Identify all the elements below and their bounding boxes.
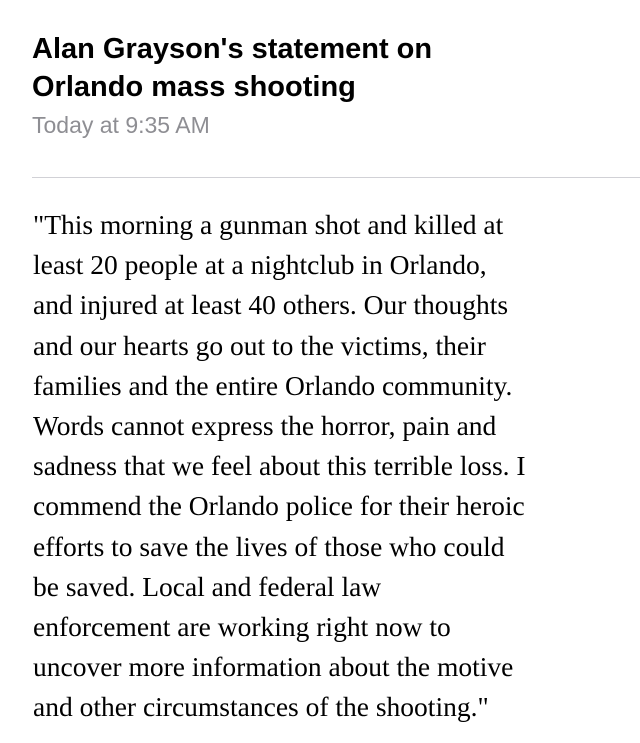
body-line: and other circumstances of the shooting." (33, 691, 489, 723)
body-line: sadness that we feel about this terrible loss. I (33, 450, 526, 482)
message-subject (32, 30, 622, 106)
message-body (33, 205, 633, 728)
body-line: commend the Orlando police for their heroic (33, 490, 525, 522)
body-line: efforts to save the lives of those who could (33, 530, 505, 562)
body-line: enforcement are working right now to (33, 611, 451, 643)
subject-line: Orlando mass shooting (32, 71, 356, 103)
body-line: "This morning a gunman shot and killed at (33, 209, 504, 240)
body-line: least 20 people at a nightclub in Orlando, (33, 249, 487, 281)
body-line: be saved. Local and federal law (33, 570, 382, 602)
body-line: families and the entire Orlando community. (33, 369, 513, 401)
body-line: uncover more information about the motive (33, 651, 514, 683)
message-header (32, 30, 622, 140)
message-timestamp: Today at 9:35 AM (32, 112, 210, 138)
body-line: Words cannot express the horror, pain and (33, 410, 497, 442)
body-line: and our hearts go out to the victims, their (33, 329, 486, 361)
header-divider (32, 177, 640, 178)
subject-line: Alan Grayson's statement on (32, 33, 433, 65)
body-line: and injured at least 40 others. Our thoughts (33, 289, 509, 321)
